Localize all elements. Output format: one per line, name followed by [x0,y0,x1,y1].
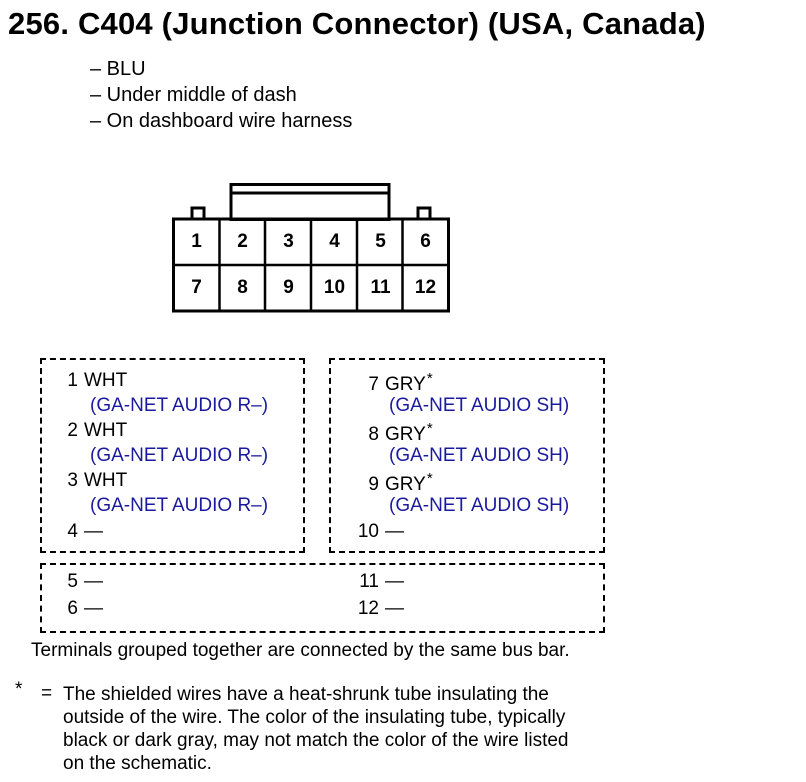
wire-signal-2: (GA-NET AUDIO R–) [90,445,269,466]
connector-notes [90,56,352,134]
wire-pin-number: 12 [357,598,379,619]
wire-row-10 [339,521,404,543]
wire-pin-number: 3 [67,470,78,491]
pin-9: 9 [283,277,294,298]
wire-pin-number: 8 [368,424,379,445]
wire-pin-number: 5 [67,571,78,592]
wire-signal-9: (GA-NET AUDIO SH) [389,495,570,516]
wire-row-6 [58,598,103,620]
wire-color: — [84,571,103,592]
pin-8: 8 [237,277,248,298]
wire-color: WHT [84,420,128,441]
pin-4: 4 [329,231,340,252]
pin-1: 1 [191,231,202,252]
wire-row-12 [339,598,404,620]
diagram-title: 256. C404 (Junction Connector) (USA, Canada) [8,6,706,41]
footnote-equals: = [41,683,53,704]
wire-row-11 [339,571,404,593]
pin-6: 6 [420,231,431,252]
note-harness: – On dashboard wire harness [90,110,353,132]
wire-row-4 [58,521,103,543]
connector-face [172,183,450,313]
wire-pin-number: 4 [67,521,78,542]
wire-color: GRY [385,374,426,395]
wire-row-3 [58,470,127,492]
wire-pin-number: 1 [67,370,78,391]
wire-row-5 [58,571,103,593]
note-location: – Under middle of dash [90,84,297,106]
footnote-asterisk: * [15,679,23,700]
wire-color: — [385,598,404,619]
wire-color: GRY [385,474,426,495]
shield-asterisk: * [426,470,433,487]
pin-10: 10 [323,277,346,298]
footnote-line: black or dark gray, may not match the color of the wire listed [63,730,569,751]
pin-3: 3 [283,231,294,252]
wire-row-8 [339,420,433,446]
bus-bar-note: Terminals grouped together are connected by the same bus bar. [31,640,570,661]
wire-color: — [385,571,404,592]
wire-signal-7: (GA-NET AUDIO SH) [389,395,570,416]
wire-pin-number: 2 [67,420,78,441]
wire-color: — [84,598,103,619]
footnote-line: outside of the wire. The color of the insulating tube, typically [63,707,566,728]
shield-asterisk: * [426,370,433,387]
wire-row-7 [339,370,433,396]
wire-color: WHT [84,470,128,491]
wire-pin-number: 6 [67,598,78,619]
wire-color: — [385,521,404,542]
pin-12: 12 [414,277,437,298]
wire-color: GRY [385,424,426,445]
shield-asterisk: * [426,420,433,437]
wire-pin-number: 11 [359,571,379,592]
pin-11: 11 [370,277,391,298]
wire-row-1 [58,370,127,392]
wire-color: — [84,521,103,542]
wire-signal-8: (GA-NET AUDIO SH) [389,445,570,466]
wire-pin-number: 7 [368,374,379,395]
wire-row-2 [58,420,127,442]
pin-7: 7 [191,277,202,298]
pin-5: 5 [375,231,386,252]
wire-color: WHT [84,370,128,391]
footnote-text [63,683,568,775]
bus-group-c [40,563,605,633]
footnote-line: on the schematic. [63,753,212,774]
wire-signal-1: (GA-NET AUDIO R–) [90,395,269,416]
wire-signal-3: (GA-NET AUDIO R–) [90,495,269,516]
wire-pin-number: 10 [357,521,379,542]
footnote-line: The shielded wires have a heat-shrunk tube insulating the [63,684,549,705]
wire-row-9 [339,470,433,496]
wire-pin-number: 9 [368,474,379,495]
pin-2: 2 [237,231,248,252]
note-color: – BLU [90,58,146,80]
